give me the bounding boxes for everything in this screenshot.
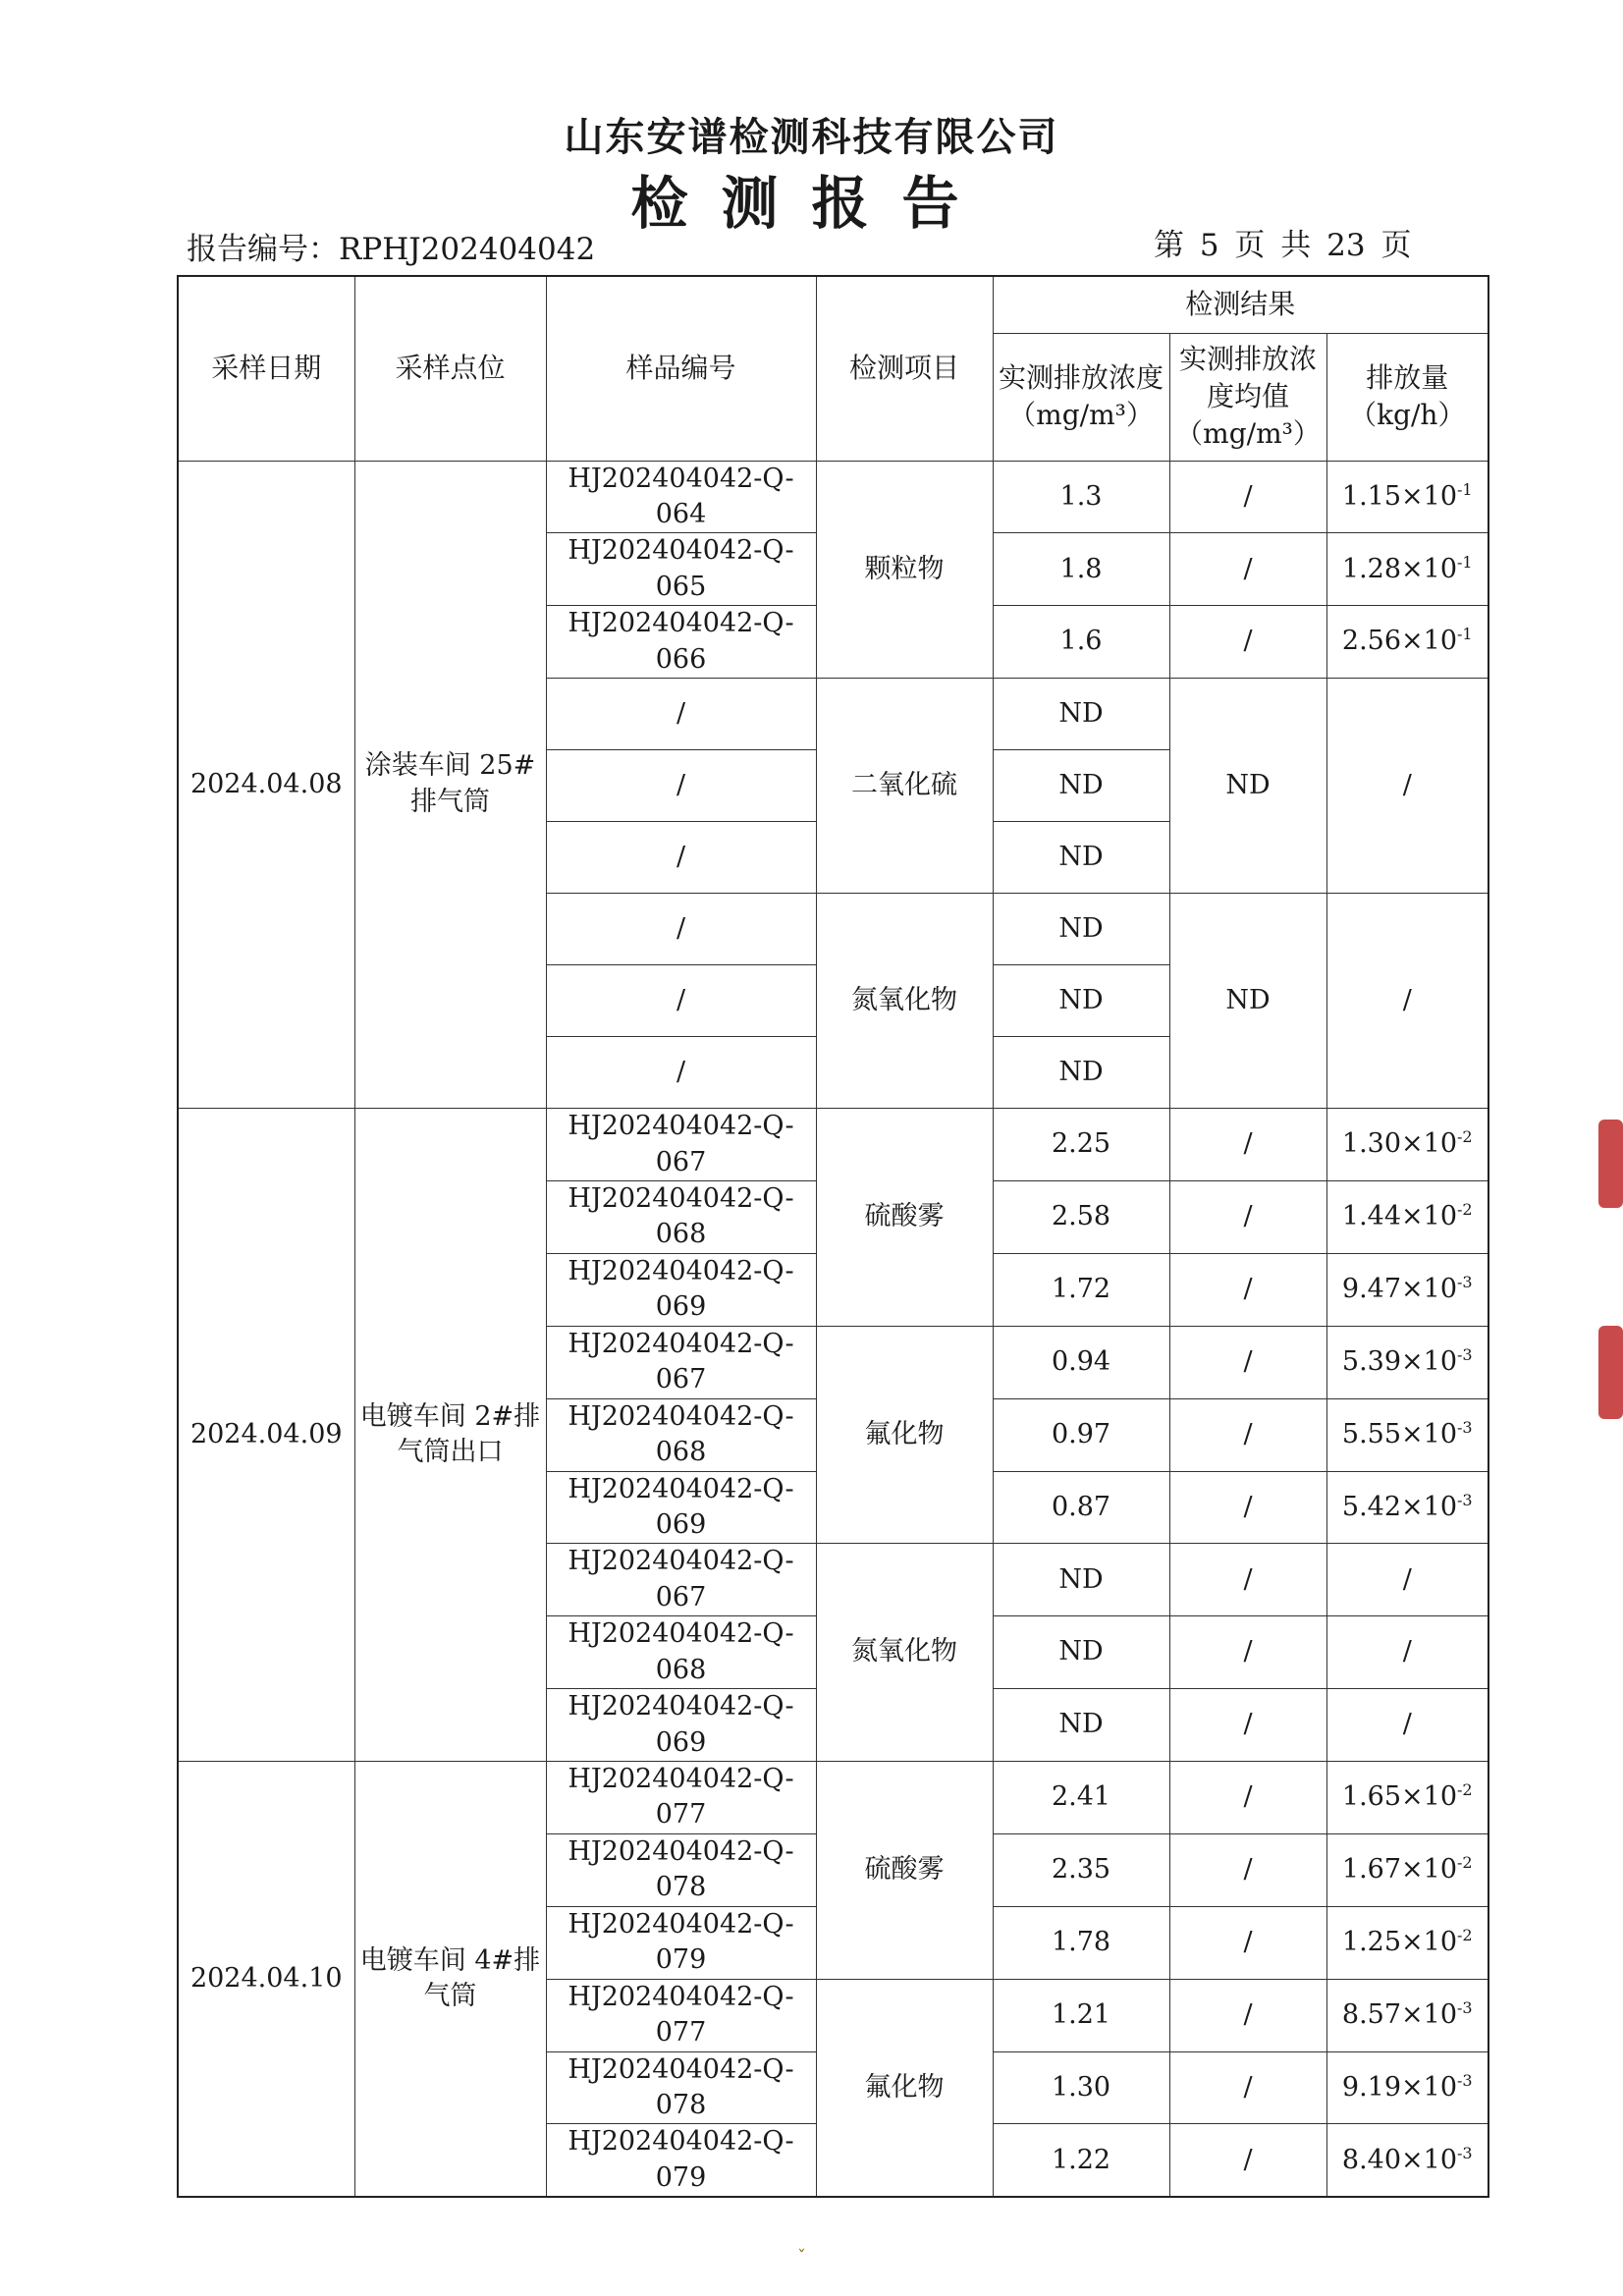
emission-rate-mantissa: / [1402,1636,1412,1667]
emission-rate-exponent: -3 [1457,1997,1473,2017]
emission-rate-exponent: -3 [1457,2143,1473,2162]
sample-number: HJ202404042-Q-064 [546,461,816,533]
emission-rate-exponent: -3 [1457,1344,1473,1364]
emission-rate-mantissa: 5.39×10 [1341,1345,1458,1377]
sample-number: HJ202404042-Q-069 [546,1471,816,1544]
emission-rate [1326,533,1488,606]
emission-rate-mantissa: 1.67×10 [1341,1854,1458,1886]
sample-number: HJ202404042-Q-068 [546,1181,816,1254]
test-item: 氟化物 [816,1979,993,2197]
measured-concentration: 1.8 [993,533,1169,606]
measured-concentration: 0.87 [993,1471,1169,1544]
emission-rate-mantissa: 8.40×10 [1341,2144,1458,2175]
emission-rate-mantissa: / [1402,1563,1412,1595]
sample-number: HJ202404042-Q-067 [546,1326,816,1398]
measured-concentration: 1.72 [993,1253,1169,1326]
header-avg: 实测排放浓度均值（mg/m³） [1169,333,1326,461]
emission-rate [1326,2124,1488,2197]
measured-concentration: ND [993,750,1169,822]
scan-mark: ˇ [797,2247,806,2268]
sample-number: HJ202404042-Q-067 [546,1109,816,1181]
test-item: 氟化物 [816,1326,993,1544]
emission-rate [1326,461,1488,533]
sampling-date: 2024.04.08 [178,461,354,1109]
average-concentration: / [1169,1326,1326,1398]
sample-number: HJ202404042-Q-078 [546,1833,816,1906]
average-concentration: / [1169,1109,1326,1181]
average-concentration: / [1169,1398,1326,1471]
test-item: 二氧化硫 [816,679,993,894]
emission-rate [1326,1326,1488,1398]
measured-concentration: 1.3 [993,461,1169,533]
emission-rate-exponent: -2 [1457,1780,1473,1800]
emission-rate-mantissa: 9.47×10 [1341,1274,1458,1305]
emission-rate [1326,1979,1488,2051]
test-item: 颗粒物 [816,461,993,679]
average-concentration: / [1169,1471,1326,1544]
emission-rate [1326,1833,1488,1906]
average-concentration: / [1169,1979,1326,2051]
company-name: 山东安谱检测科技有限公司 [564,114,1059,160]
emission-rate-exponent: -3 [1457,1490,1473,1509]
measured-concentration: 1.78 [993,1906,1169,1979]
results-table [177,275,1489,2198]
emission-rate-mantissa: 2.56×10 [1341,626,1458,657]
emission-rate [1326,1253,1488,1326]
sample-number: HJ202404042-Q-077 [546,1979,816,2051]
emission-rate [1326,1544,1488,1616]
emission-rate [1326,1398,1488,1471]
measured-concentration: 2.35 [993,1833,1169,1906]
sample-number: / [546,965,816,1037]
average-concentration: / [1169,606,1326,679]
sample-number: / [546,1037,816,1109]
table-row [178,1109,1488,1181]
measured-concentration: 1.6 [993,606,1169,679]
header-rate: 排放量（kg/h） [1326,333,1488,461]
report-title: 检测报告 [630,170,993,237]
emission-rate: / [1326,894,1488,1109]
sample-number: / [546,894,816,965]
emission-rate-exponent: -2 [1457,1925,1473,1944]
emission-rate-exponent: -1 [1457,479,1473,499]
emission-rate [1326,1906,1488,1979]
report-number: 报告编号：RPHJ202404042 [187,232,596,267]
emission-rate-exponent: -3 [1457,1273,1473,1292]
emission-rate-mantissa: 1.44×10 [1341,1201,1458,1232]
sample-number: HJ202404042-Q-077 [546,1762,816,1834]
average-concentration: / [1169,2124,1326,2197]
header-date: 采样日期 [178,276,354,461]
emission-rate-mantissa: 9.19×10 [1341,2071,1458,2103]
emission-rate-mantissa: 5.55×10 [1341,1418,1458,1449]
test-item: 氮氧化物 [816,1544,993,1762]
emission-rate-mantissa: 1.28×10 [1341,553,1458,584]
sample-number: HJ202404042-Q-069 [546,1689,816,1762]
emission-rate-mantissa: 5.42×10 [1341,1491,1458,1522]
test-item: 氮氧化物 [816,894,993,1109]
average-concentration: / [1169,533,1326,606]
measured-concentration: ND [993,1544,1169,1616]
sample-number: HJ202404042-Q-068 [546,1616,816,1689]
measured-concentration: 1.22 [993,2124,1169,2197]
table-row [178,1762,1488,1834]
emission-rate-mantissa: 1.15×10 [1341,480,1458,512]
header-results: 检测结果 [993,276,1488,333]
average-concentration: / [1169,461,1326,533]
emission-rate [1326,1181,1488,1254]
measured-concentration: 0.94 [993,1326,1169,1398]
sample-number: / [546,679,816,750]
measured-concentration: 2.58 [993,1181,1169,1254]
measured-concentration: 2.41 [993,1762,1169,1834]
table-row [178,461,1488,533]
sample-number: HJ202404042-Q-069 [546,1253,816,1326]
header-item: 检测项目 [816,276,993,461]
sampling-location: 电镀车间 4#排气筒 [354,1762,546,2198]
measured-concentration: ND [993,1689,1169,1762]
sample-number: HJ202404042-Q-066 [546,606,816,679]
test-item: 硫酸雾 [816,1762,993,1980]
sample-number: HJ202404042-Q-067 [546,1544,816,1616]
average-concentration: ND [1169,679,1326,894]
average-concentration: / [1169,1544,1326,1616]
measured-concentration: ND [993,679,1169,750]
emission-rate-exponent: -2 [1457,1127,1473,1147]
emission-rate [1326,1762,1488,1834]
emission-rate-exponent: -3 [1457,1417,1473,1437]
red-stamp-fragment-top [1598,1120,1623,1208]
average-concentration: ND [1169,894,1326,1109]
emission-rate: / [1326,679,1488,894]
emission-rate-exponent: -1 [1457,552,1473,572]
measured-concentration: ND [993,1037,1169,1109]
sample-number: / [546,822,816,894]
emission-rate-mantissa: 1.30×10 [1341,1128,1458,1160]
page-info: 第 5 页 共 23 页 [1154,228,1412,263]
emission-rate [1326,1109,1488,1181]
emission-rate [1326,1471,1488,1544]
measured-concentration: 2.25 [993,1109,1169,1181]
red-stamp-fragment-bottom [1598,1326,1623,1419]
average-concentration: / [1169,1689,1326,1762]
emission-rate-exponent: -3 [1457,2070,1473,2090]
emission-rate [1326,2051,1488,2124]
emission-rate-mantissa: 8.57×10 [1341,1998,1458,2030]
emission-rate-mantissa: 1.25×10 [1341,1926,1458,1957]
average-concentration: / [1169,1906,1326,1979]
sampling-location: 电镀车间 2#排气筒出口 [354,1109,546,1762]
sample-number: HJ202404042-Q-078 [546,2051,816,2124]
sampling-date: 2024.04.10 [178,1762,354,2198]
emission-rate [1326,606,1488,679]
sample-number: HJ202404042-Q-068 [546,1398,816,1471]
header-location: 采样点位 [354,276,546,461]
emission-rate-exponent: -2 [1457,1200,1473,1220]
average-concentration: / [1169,1762,1326,1834]
average-concentration: / [1169,1181,1326,1254]
measured-concentration: 1.30 [993,2051,1169,2124]
header-conc: 实测排放浓度（mg/m³） [993,333,1169,461]
average-concentration: / [1169,1833,1326,1906]
sampling-location: 涂装车间 25#排气筒 [354,461,546,1109]
emission-rate-mantissa: 1.65×10 [1341,1781,1458,1813]
average-concentration: / [1169,2051,1326,2124]
average-concentration: / [1169,1253,1326,1326]
measured-concentration: ND [993,894,1169,965]
measured-concentration: 0.97 [993,1398,1169,1471]
emission-rate-exponent: -1 [1457,625,1473,644]
measured-concentration: 1.21 [993,1979,1169,2051]
sample-number: HJ202404042-Q-079 [546,1906,816,1979]
emission-rate-exponent: -2 [1457,1853,1473,1873]
sample-number: / [546,750,816,822]
emission-rate [1326,1616,1488,1689]
sampling-date: 2024.04.09 [178,1109,354,1762]
measured-concentration: ND [993,1616,1169,1689]
emission-rate-mantissa: / [1402,1709,1412,1740]
header-sample-no: 样品编号 [546,276,816,461]
emission-rate [1326,1689,1488,1762]
sample-number: HJ202404042-Q-079 [546,2124,816,2197]
average-concentration: / [1169,1616,1326,1689]
measured-concentration: ND [993,822,1169,894]
test-item: 硫酸雾 [816,1109,993,1327]
measured-concentration: ND [993,965,1169,1037]
sample-number: HJ202404042-Q-065 [546,533,816,606]
